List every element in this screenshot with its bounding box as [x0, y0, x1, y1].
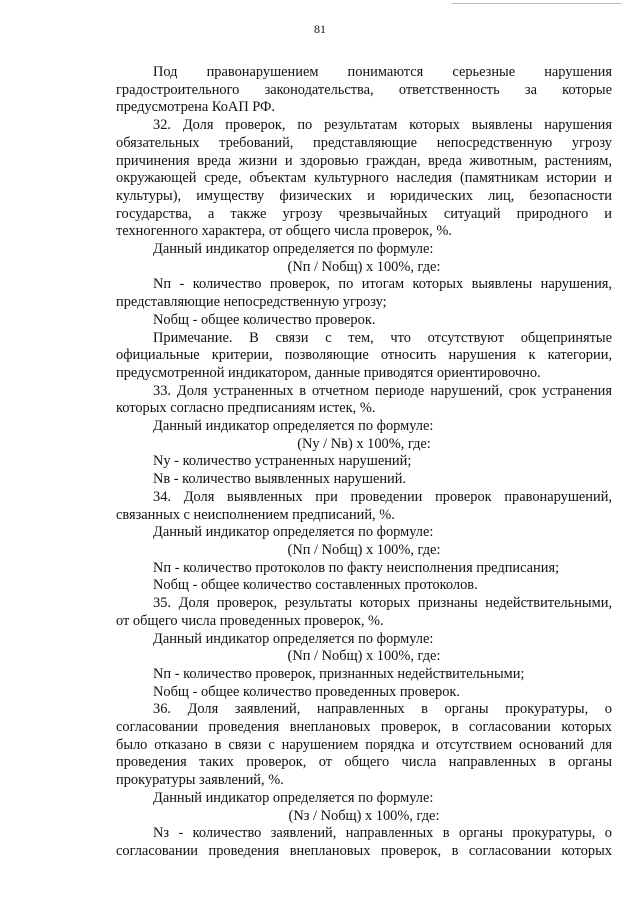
- formula-line: (Nп / Nобщ) x 100%, где:: [287, 648, 441, 665]
- text-line: Nп - количество проверок, по итогам которых выявлены нарушения,: [153, 276, 612, 293]
- text-line: Nобщ - общее количество проверок.: [153, 311, 376, 328]
- formula-line: (Nу / Nв) x 100%, где:: [297, 435, 431, 452]
- text-line: градостроительного законодательства, ответственность за которые: [116, 81, 612, 98]
- text-line: окружающей среде, объектам культурного наследия (памятникам истории и: [116, 170, 612, 187]
- text-line: согласовании проведения внеплановых проверок, в согласовании которых: [116, 719, 612, 736]
- text-line: государства, а также угрозу чрезвычайных ситуаций природного и: [116, 205, 612, 222]
- text-line: 32. Доля проверок, по результатам которых выявлены нарушения: [153, 117, 612, 134]
- text-line: Данный индикатор определяется по формуле:: [153, 418, 434, 435]
- text-line: от общего числа проведенных проверок, %.: [116, 612, 384, 629]
- text-line: Данный индикатор определяется по формуле:: [153, 630, 434, 647]
- text-line: Nобщ - общее количество составленных протоколов.: [153, 577, 478, 594]
- formula-line: (Nз / Nобщ) x 100%, где:: [288, 807, 440, 824]
- text-line: Nобщ - общее количество проведенных проверок.: [153, 683, 460, 700]
- text-line: Nп - количество проверок, признанных недействительными;: [153, 665, 525, 682]
- text-line: проведения таких проверок, от общего числа направленных в органы: [116, 754, 612, 771]
- top-scan-rule: [452, 3, 622, 4]
- text-line: причинения вреда жизни и здоровью граждан, вреда животным, растениям,: [116, 152, 612, 169]
- text-line: Nв - количество выявленных нарушений.: [153, 471, 407, 488]
- text-line: Nу - количество устраненных нарушений;: [153, 453, 412, 470]
- text-line: 34. Доля выявленных при проведении проверок правонарушений,: [153, 488, 612, 505]
- text-line: Nп - количество протоколов по факту неисполнения предписания;: [153, 559, 560, 576]
- text-line: 36. Доля заявлений, направленных в органы прокуратуры, о: [153, 701, 612, 718]
- text-line: прокуратуры заявлений, %.: [116, 772, 284, 789]
- text-line: предусмотренной индикатором, данные приводятся ориентировочно.: [116, 364, 541, 381]
- text-line: Данный индикатор определяется по формуле:: [153, 241, 434, 258]
- text-line: предусмотрена КоАП РФ.: [116, 99, 276, 116]
- text-line: Nз - количество заявлений, направленных в органы прокуратуры, о: [153, 825, 612, 842]
- text-line: официальные критерии, позволяющие относить нарушения к категории,: [116, 347, 612, 364]
- text-line: представляющие непосредственную угрозу;: [116, 294, 387, 311]
- text-line: Примечание. В связи с тем, что отсутствуют общепринятые: [153, 329, 612, 346]
- formula-line: (Nп / Nобщ) x 100%, где:: [287, 258, 441, 275]
- document-body: [116, 64, 612, 861]
- text-line: которых согласно предписаниям истек, %.: [116, 400, 376, 417]
- page-number: 81: [314, 22, 326, 36]
- text-line: согласовании проведения внеплановых проверок, в согласовании которых: [116, 842, 612, 859]
- formula-line: (Nп / Nобщ) x 100%, где:: [287, 541, 441, 558]
- text-line: 35. Доля проверок, результаты которых признаны недействительными,: [153, 595, 612, 612]
- text-line: культуры), имуществу физических и юридических лиц, безопасности: [116, 187, 612, 204]
- text-line: обязательных требований, представляющие непосредственную угрозу: [116, 134, 612, 151]
- text-line: было отказано в связи с нарушением порядка и отсутствием оснований для: [116, 736, 612, 753]
- text-line: Данный индикатор определяется по формуле:: [153, 789, 434, 806]
- text-line: техногенного характера, от общего числа проверок, %.: [116, 223, 452, 240]
- text-line: 33. Доля устраненных в отчетном периоде нарушений, срок устранения: [153, 382, 612, 399]
- text-line: связанных с неисполнением предписаний, %.: [116, 506, 395, 523]
- text-line: Под правонарушением понимаются серьезные нарушения: [153, 64, 612, 80]
- text-line: Данный индикатор определяется по формуле:: [153, 524, 434, 541]
